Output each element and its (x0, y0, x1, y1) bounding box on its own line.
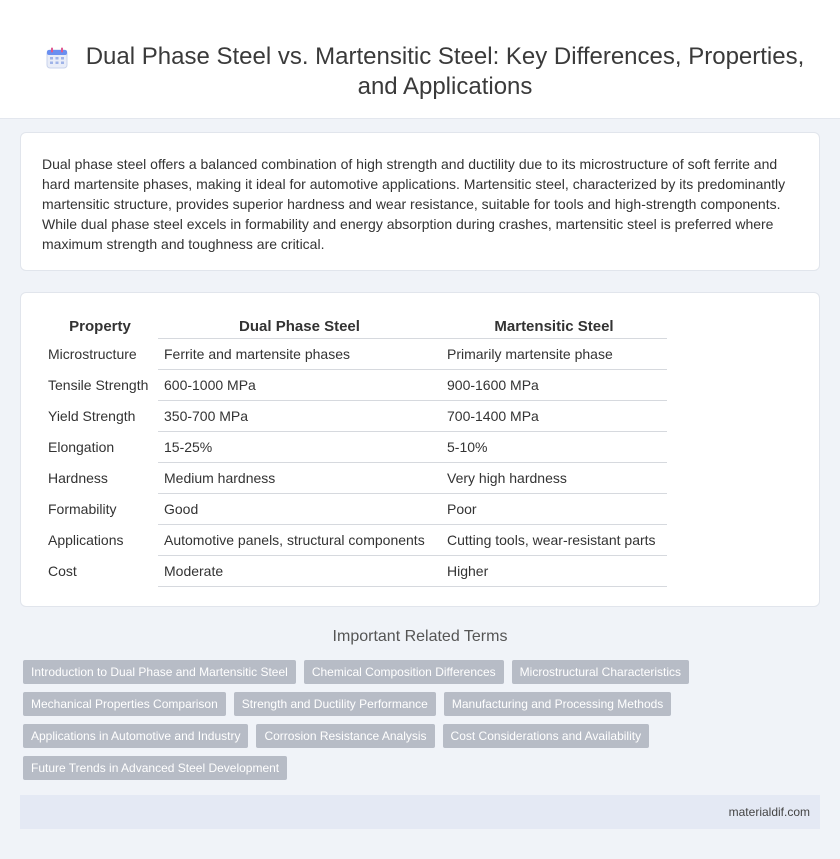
footer-site[interactable]: materialdif.com (728, 805, 810, 819)
cell-dual-phase: 350-700 MPa (158, 400, 441, 431)
cell-martensitic: Higher (441, 555, 667, 586)
related-term-tag[interactable]: Introduction to Dual Phase and Martensitic Steel (23, 660, 296, 684)
cell-property: Elongation (42, 431, 158, 462)
cell-property: Hardness (42, 462, 158, 493)
related-term-tag[interactable]: Cost Considerations and Availability (443, 724, 650, 748)
header-dual-phase: Dual Phase Steel (158, 314, 441, 338)
comparison-card (20, 292, 820, 607)
table-row (42, 400, 667, 431)
cell-property: Tensile Strength (42, 369, 158, 400)
page-header (0, 0, 840, 119)
cell-property: Applications (42, 524, 158, 555)
page-title: Dual Phase Steel vs. Martensitic Steel: Key Differences, Properties, and Applications (85, 43, 805, 100)
cell-dual-phase: 600-1000 MPa (158, 369, 441, 400)
table-row (42, 338, 667, 369)
cell-martensitic: Very high hardness (441, 462, 667, 493)
calendar-icon (46, 47, 68, 69)
related-term-tag[interactable]: Corrosion Resistance Analysis (256, 724, 434, 748)
cell-property: Formability (42, 493, 158, 524)
header-martensitic: Martensitic Steel (441, 314, 667, 338)
header-property: Property (42, 314, 158, 338)
cell-martensitic: 5-10% (441, 431, 667, 462)
cell-martensitic: Primarily martensite phase (441, 338, 667, 369)
table-row (42, 493, 667, 524)
footer (20, 795, 820, 829)
cell-property: Cost (42, 555, 158, 586)
related-term-tag[interactable]: Strength and Ductility Performance (234, 692, 436, 716)
cell-martensitic: Cutting tools, wear-resistant parts (441, 524, 667, 555)
cell-property: Yield Strength (42, 400, 158, 431)
cell-dual-phase: Ferrite and martensite phases (158, 338, 441, 369)
cell-dual-phase: Moderate (158, 555, 441, 586)
related-term-tag[interactable]: Manufacturing and Processing Methods (444, 692, 671, 716)
related-term-tag[interactable]: Chemical Composition Differences (304, 660, 504, 684)
related-term-tag[interactable]: Mechanical Properties Comparison (23, 692, 226, 716)
cell-property: Microstructure (42, 338, 158, 369)
cell-dual-phase: 15-25% (158, 431, 441, 462)
table-row (42, 462, 667, 493)
cell-dual-phase: Automotive panels, structural components (158, 524, 441, 555)
intro-text: Dual phase steel offers a balanced combination of high strength and ductility due to its microstructure of soft ferrite and hard martensite phases, making it ideal for automotive applications. Martensitic steel, characterized by its predominantly martensitic structure, provides superior hardness and wear resistance, suitable for tools and high-strength components. While dual phase steel excels in formability and energy absorption during crashes, martensitic steel is preferred where maximum strength and toughness are critical. (42, 156, 786, 252)
table-row (42, 524, 667, 555)
cell-dual-phase: Medium hardness (158, 462, 441, 493)
related-term-tag[interactable]: Microstructural Characteristics (512, 660, 689, 684)
related-terms-title: Important Related Terms (332, 628, 508, 645)
table-row (42, 555, 667, 586)
cell-dual-phase: Good (158, 493, 441, 524)
comparison-table (42, 314, 667, 587)
table-header-row (42, 314, 667, 338)
cell-martensitic: 900-1600 MPa (441, 369, 667, 400)
related-term-tag[interactable]: Applications in Automotive and Industry (23, 724, 248, 748)
table-row (42, 431, 667, 462)
table-row (42, 369, 667, 400)
cell-martensitic: 700-1400 MPa (441, 400, 667, 431)
cell-martensitic: Poor (441, 493, 667, 524)
related-terms-list (23, 660, 703, 780)
intro-card (20, 132, 820, 271)
related-term-tag[interactable]: Future Trends in Advanced Steel Development (23, 756, 287, 780)
